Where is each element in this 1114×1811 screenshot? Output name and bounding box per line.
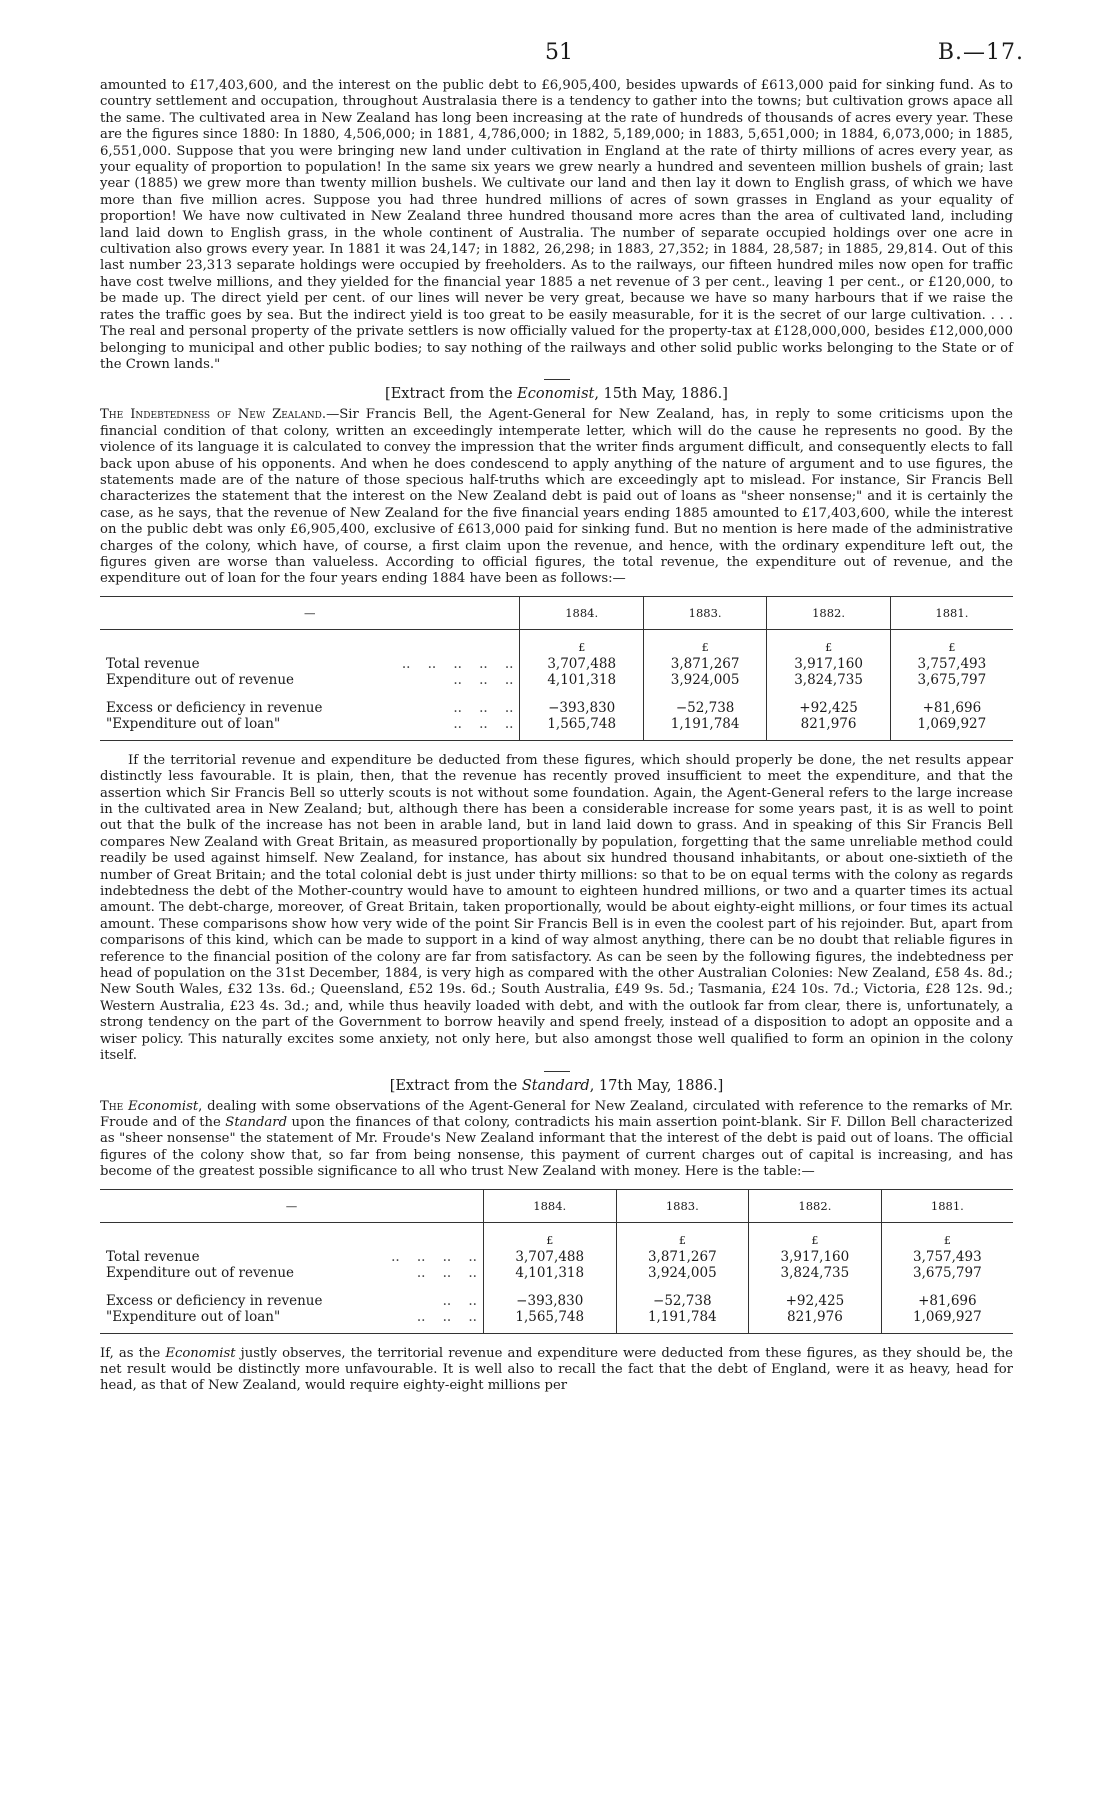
table-row: Total revenue .. .. .. .. 3,707,488 3,871,267 3,917,160 3,757,493 — [100, 1249, 1013, 1265]
paragraph-territorial: If the territorial revenue and expenditure be deducted from these figures, which should properly be done, the net results appear distinctly less favourable. It is plain, then, that the revenue has recently proved insufficient to meet the expenditure, and that the assertion which Sir Francis Bell so utterly scouts is not without some foundation. Again, the Agent-General refers to the large increase in the cultivated area in New Zealand; but, although there has been a considerable increase for some years past, it is as well to point out that the bulk of the increase has not been in arable land, but in land laid down to grass. And in speaking of this Sir Francis Bell compares New Zealand with Great Britain, as measured proportionally by population, forgetting that the same unreliable method could readily be used against himself. New Zealand, for instance, has about six hundred thousand inhabitants, or about one-sixtieth of the number of Great Britain; and the total colonial debt is just under thirty millions: so that to be on equal terms with the colony as regards indebtedness the debt of the Mother-country would have to amount to eighteen hundred millions, or two and a quarter times its actual amount. The debt-charge, moreover, of Great Britain, taken proportionally, would be about eighty-eight millions, or four times its actual amount. These comparisons show how very wide of the point Sir Francis Bell is in even the coolest part of his rejoinder. But, apart from comparisons of this kind, which can be made to support in a kind of way almost anything, there can be no doubt that reliable figures in reference to the financial position of the colony are far from satisfactory. As can be seen by the following figures, the indebtedness per head of population on the 31st December, 1884, is very high as compared with the other Australian Colonies: New Zealand, £58 4s. 8d.; New South Wales, £32 13s. 6d.; Queensland, £52 19s. 6d.; South Australia, £49 9s. 5d.; Tasmania, £24 10s. 7d.; Victoria, £28 12s. 9d.; Western Australia, £23 4s. 3d.; and, while thus heavily loaded with debt, and with the outlook far from clear, there is, unfortunately, a strong tendency on the part of the Government to borrow heavily and spend freely, instead of a disposition to adopt an opposite and a wiser policy. This naturally excites some anxiety, not only here, but also amongst those well qualified to form an opinion in the colony itself. — [100, 752, 1013, 1064]
table-row: Total revenue .. .. .. .. .. 3,707,488 3,871,267 3,917,160 3,757,493 — [100, 656, 1013, 672]
page-number: 51 — [545, 40, 573, 65]
table-header-row: — 1884. 1883. 1882. 1881. — [100, 1189, 1013, 1222]
paragraph-continued: amounted to £17,403,600, and the interest on the public debt to £6,905,400, besides upwards of £613,000 paid for sinking fund. As to country settlement and occupation, throughout Australasia there is a tendency to gather into the towns; but cultivation grows apace all the same. The cultivated area in New Zealand has long been increasing at the rate of hundreds of thousands of acres every year. These are the figures since 1880: In 1880, 4,506,000; in 1881, 4,786,000; in 1882, 5,189,000; in 1883, 5,651,000; in 1884, 6,073,000; in 1885, 6,551,000. Suppose that you were bringing new land under cultivation in England at the rate of thirty millions of acres every year, as your equality of proportion to population! In the same six years we grew nearly a hundred and seventeen million bushels of grain; last year (1885) we grew more than twenty million bushels. We cultivate our land and then lay it down to English grass, of which we have more than five million acres. Suppose you had three hundred millions of acres of sown grasses in England as your equality of proportion! We have now cultivated in New Zealand three hundred thousand more acres than the area of cultivated land, including land laid down to English grass, in the whole continent of Australia. The number of separate occupied holdings over one acre in cultivation also grows every year. In 1881 it was 24,147; in 1882, 26,298; in 1883, 27,352; in 1884, 28,587; in 1885, 29,814. Out of this last number 23,313 separate holdings were occupied by freeholders. As to the railways, our fifteen hundred miles now open for traffic have cost twelve millions, and they yielded for the financial year 1885 a net revenue of 3 per cent., leaving 1 per cent., or £120,000, to be made up. The direct yield per cent. of our lines will never be very great, because we have so many harbours that if we raise the rates the traffic goes by sea. But the indirect yield is too great to be easily measurable, for it is the secret of our large cultivation. . . . The real and personal property of the private settlers is now officially valued for the property-tax at £128,000,000, besides £12,000,000 belonging to municipal and other public bodies; to say nothing of the railways and other solid public works belonging to the State or of the Crown lands." — [100, 78, 1013, 372]
extract-heading-standard: [Extract from the Standard, 17th May, 1886.] — [389, 1077, 724, 1094]
table-row: Expenditure out of revenue .. .. .. 4,101,318 3,924,005 3,824,735 3,675,797 — [100, 1265, 1013, 1281]
table-row: Excess or deficiency in revenue .. .. .. −393,830 −52,738 +92,425 +81,696 — [100, 700, 1013, 716]
paragraph-indebtedness: The Indebtedness of New Zealand.—Sir Francis Bell, the Agent-General for New Zealand, has, in reply to some criticisms upon the financial condition of that colony, written an exceedingly intemperate letter, which will do the cause he represents no good. By the violence of its language it is calculated to convey the impression that the writer finds argument difficult, and consequently elects to fall back upon abuse of his opponents. And when he does condescend to apply anything of the nature of argument and to use figures, the statements made are of the nature of those specious half-truths which are exceedingly apt to mislead. For instance, Sir Francis Bell characterizes the statement that the interest on the New Zealand debt is paid out of loans as "sheer nonsense;" and it is certainly the case, as he says, that the revenue of New Zealand for the five financial years ending 1885 amounted to £17,403,600, while the interest on the public debt was only £6,905,400, exclusive of £613,000 paid for sinking fund. But no mention is here made of the administrative charges of the colony, which have, of course, a first claim upon the revenue, and hence, with the ordinary expenditure left out, the figures given are worse than valueless. According to official figures, the total revenue, the expenditure out of revenue, and the expenditure out of loan for the four years ending 1884 have been as follows:— — [100, 407, 1013, 587]
extract-heading-economist: [Extract from the Economist, 15th May, 1886.] — [385, 386, 728, 403]
revenue-table-economist — [100, 596, 1013, 741]
currency-row: £ £ £ £ — [100, 629, 1013, 656]
table-row: "Expenditure out of loan" .. .. .. 1,565,748 1,191,784 821,976 1,069,927 — [100, 1309, 1013, 1334]
table-row: "Expenditure out of loan" .. .. .. 1,565,748 1,191,784 821,976 1,069,927 — [100, 716, 1013, 741]
divider — [544, 1071, 570, 1072]
currency-row: £ £ £ £ — [100, 1222, 1013, 1249]
page-body — [100, 78, 1013, 1395]
table-row: Excess or deficiency in revenue .. .. −393,830 −52,738 +92,425 +81,696 — [100, 1293, 1013, 1309]
divider — [544, 379, 570, 380]
page-header — [0, 40, 1114, 70]
revenue-table-standard — [100, 1189, 1013, 1334]
document-reference: B.—17. — [937, 40, 1024, 65]
section-title: The Indebtedness of New Zealand. — [100, 407, 327, 423]
paragraph-closing: If, as the Economist justly observes, the territorial revenue and expenditure were deducted from these figures, as they should be, the net result would be distinctly more unfavourable. It is well also to recall the fact that the debt of England, were it as heavy, head for head, as that of New Zealand, would require eighty-eight millions per — [100, 1345, 1013, 1394]
paragraph-standard: The Economist, dealing with some observations of the Agent-General for New Zealand, circulated with reference to the remarks of Mr. Froude and of the Standard upon the finances of that colony, contradicts his main assertion point-blank. Sir F. Dillon Bell characterized as "sheer nonsense" the statement of Mr. Froude's New Zealand informant that the interest of the debt is paid out of loans. The official figures of the colony show that, so far from being nonsense, this payment of current charges out of capital is increasing, and has become of the greatest possible significance to all who trust New Zealand with money. Here is the table:— — [100, 1098, 1014, 1180]
table-row: Expenditure out of revenue .. .. .. 4,101,318 3,924,005 3,824,735 3,675,797 — [100, 672, 1013, 688]
table-header-row: — 1884. 1883. 1882. 1881. — [100, 596, 1013, 629]
